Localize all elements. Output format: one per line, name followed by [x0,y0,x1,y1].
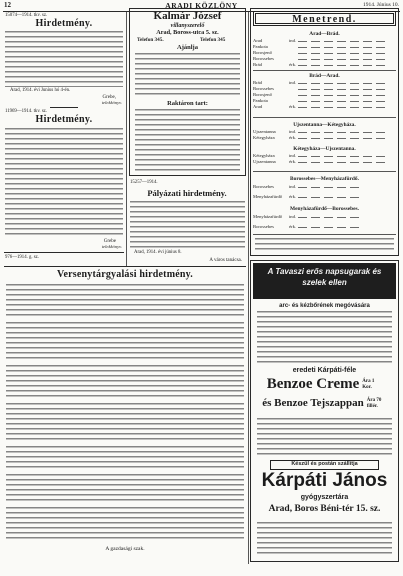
timetable-row [253,225,396,230]
station-name: Arad [253,39,263,44]
timetable-row [253,93,396,98]
departure-arrival-marker: ind. [289,38,297,44]
time-cells [298,156,389,158]
ad-original-label: eredeti Kárpáti-féle [292,367,357,374]
departure-arrival-marker: érk. [289,104,297,110]
time-cells [298,132,389,134]
section-rule [253,70,396,71]
time-cells [298,83,389,85]
tender-place-date: Arad, 1914. évi június 8. [134,250,182,255]
route-title: Brád—Arad. [309,73,340,79]
ad-banner: A Tavaszi erős napsugarak és szelek ellen [253,263,396,299]
route-title: Borossebes—Menyházafürdő. [290,176,359,182]
stock-heading: Raktáron tart: [167,100,208,107]
departure-arrival-marker: ind. [289,80,297,86]
notice-rule [50,107,78,108]
advertiser-phone: Telefon 345 [200,37,226,43]
departure-arrival-marker: ind. [289,184,297,190]
station-name: Borosjenő [253,51,272,56]
section-rule [253,117,396,118]
time-cells [298,95,389,97]
departure-arrival-marker: ind. [289,214,297,220]
timetable-row [253,130,396,135]
time-cells [298,107,389,109]
auction-paragraph [6,403,244,443]
notice-body-text [5,128,123,236]
timetable-row [253,63,396,68]
product-name: és Benzoe Tejszappan [262,397,364,409]
ad-description-text [257,418,392,456]
route-title: Kétegyháza—Ujszentanna. [293,146,356,152]
auction-paragraph [6,284,244,319]
departure-arrival-marker: érk. [289,224,297,230]
column-divider [126,12,127,266]
notice-rule [4,252,124,253]
notice-body-text [5,31,123,87]
time-cells [298,53,389,55]
station-name: Borossebes [253,185,274,190]
station-name: Brád [253,63,262,68]
auction-paragraph [6,474,244,504]
timetable-row [253,87,396,92]
departure-arrival-marker: érk. [289,159,297,165]
timetable-row [253,45,396,50]
offer-text [135,53,240,97]
ad-made-by: Készül és postán szállítja [270,460,379,470]
advertiser-trade: villanyszerelő [170,23,205,29]
route-title: Menyházafürdő—Borossebes. [290,206,359,212]
station-name: Menyházafürdő [253,215,283,220]
departure-arrival-marker: érk. [289,62,297,68]
route-title: Ujszentanna—Kétegyháza. [293,122,356,128]
product-row [253,398,396,409]
notice-signature: Grebe [103,239,116,244]
route-title: Arad—Brád. [309,31,340,37]
ad-intro: arc- és kézbőrének megóvására [279,303,370,309]
pharmacy-address: Arad, Boros Béni-tér 15. sz. [268,504,381,514]
auction-paragraph [6,365,244,400]
page-number: 12 [4,1,11,9]
timetable-title: Menetrend. [253,11,396,26]
timetable-row [253,195,396,200]
auction-signature: A gazdasági szak. [105,546,145,552]
advertiser-address: Arad, Boross-utca 5. sz. [156,29,219,36]
ad-order-text [257,522,392,555]
timetable-row [253,160,396,165]
timetable-row [253,185,396,190]
station-name: Ujszentanna [253,130,276,135]
product-name: Benzoe Creme [266,376,360,392]
station-name: Brád [253,81,262,86]
station-name: Borosjenő [253,93,272,98]
column-divider [248,12,249,564]
auction-paragraph [6,322,244,362]
timetable-row [253,154,396,159]
station-name: Borossebes [253,225,274,230]
timetable-row [253,81,396,86]
auction-title: Versenytárgyalási hirdetmény. [57,269,193,280]
timetable-row [253,39,396,44]
advertiser-name: Kalmár József [153,10,222,22]
timetable-row [253,136,396,141]
offer-heading: Ajánlja [177,44,198,51]
timetable-row [253,51,396,56]
stock-text [135,109,240,171]
time-cells [298,227,363,229]
notice-reference: 976—1914. g. sz. [5,255,39,260]
station-name: Menyházafürdő [253,195,283,200]
time-cells [298,89,389,91]
station-name: Pankota [253,45,268,50]
timetable-row [253,105,396,110]
departure-arrival-marker: ind. [289,129,297,135]
notice-title: Hirdetmény. [35,18,93,29]
departure-arrival-marker: ind. [289,153,297,159]
tender-signature: A város tanácsa. [209,258,242,263]
pharmacy-label: gyógyszertára [300,494,349,501]
time-cells [298,101,389,103]
time-cells [298,41,389,43]
station-name: Kétegyháza [253,136,275,141]
tender-title: Pályázati hirdetmény. [147,188,227,198]
timetable-box [250,8,399,256]
auction-paragraph [6,446,244,471]
newspaper-title: ARADI KÖZLÖNY [165,1,238,10]
notice-reference: 11969—1914. tkv. sz. [5,109,48,114]
timetable-row [253,99,396,104]
advertiser-phone: Telefon 345. [137,37,164,43]
station-name: Borossebes [253,57,274,62]
time-cells [298,197,363,199]
section-rule [253,234,396,235]
time-cells [298,217,363,219]
notice-title: Hirdetmény. [35,114,93,125]
product-price: Ára 1 Kor. [362,379,375,390]
station-name: Ujszentanna [253,160,276,165]
auction-paragraph [6,507,244,542]
notice-place-date: Arad, 1914. évi Junius hó 4-én. [10,88,71,93]
time-cells [298,59,389,61]
time-cells [298,47,389,49]
ad-intro-text [257,311,392,363]
tender-reference: 15257—1914. [130,180,158,185]
time-cells [298,187,363,189]
station-name: Kétegyháza [253,154,275,159]
station-name: Arad [253,105,263,110]
notice-signature: Grebe, [102,95,116,100]
issue-date: 1914. Június 10. [362,2,399,8]
pharmacist-name: Kárpáti János [261,470,388,491]
tender-body-text [130,201,245,249]
product-price: Ára 70 fillér. [366,398,382,409]
notice-signature-role: telekkönyv. [101,100,122,105]
time-cells [298,138,389,140]
notice-reference: 15074—1914. tkv. sz. [5,13,48,18]
notice-signature-role: telekkönyv. [101,244,122,249]
departure-arrival-marker: érk. [289,194,297,200]
section-rule [253,171,396,172]
time-cells [298,65,389,67]
departure-arrival-marker: érk. [289,135,297,141]
product-row [253,377,396,392]
timetable-row [253,215,396,220]
station-name: Pankota [253,99,268,104]
station-name: Borossebes [253,87,274,92]
section-rule [4,266,246,267]
timetable-note-text [255,238,394,251]
time-cells [298,162,389,164]
timetable-row [253,57,396,62]
